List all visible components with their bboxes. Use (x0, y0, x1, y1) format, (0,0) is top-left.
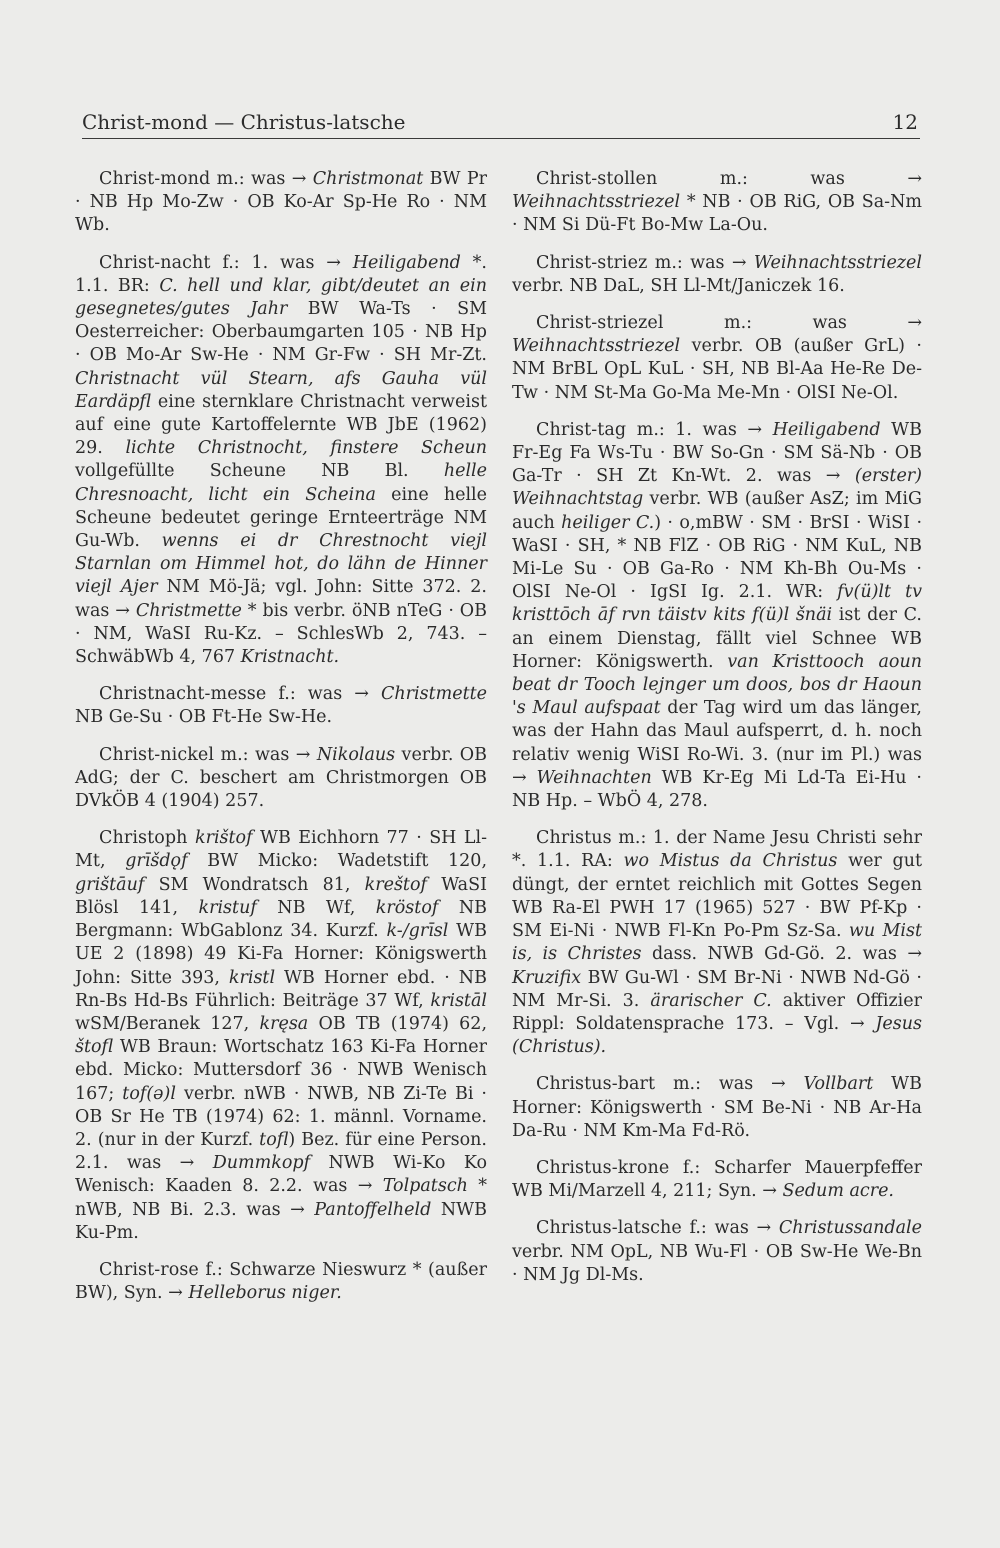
entry-headword: Christ-tag (536, 419, 627, 440)
entry-text: verbr. NB DaL, SH Ll-Mt/Janiczek 16. (512, 275, 845, 296)
dictionary-entry (512, 168, 922, 238)
entry-italic-text: Heiligabend (772, 419, 881, 440)
entry-text: m.: was → (655, 1074, 804, 1095)
entry-text: * bis verbr. öNB nTeG · OB · NM, WaSI Ru-Kz. – SchlesWb 2, 743. – SchwäbWb 4, 767 (75, 600, 487, 668)
entry-headword: Christ-stollen (536, 169, 658, 189)
entry-italic-text: Christmette (135, 600, 242, 621)
entry-text: WB Eichhorn 77 · SH Ll-Mt, (75, 828, 487, 872)
entry-italic-text: lichte Christnocht, finstere Scheun (125, 438, 487, 459)
entry-text: m.: 1. was → (626, 419, 773, 440)
dictionary-entry (75, 252, 487, 670)
entry-text: ) Bez. für eine Person. 2.1. was → (75, 1129, 487, 1174)
entry-text: * nWB, NB Bi. 2.3. was → (75, 1176, 487, 1220)
entry-italic-text: Tolpatsch (382, 1176, 468, 1197)
entry-text: NB Bergmann: WbGablonz 34. Kurzf. (75, 897, 487, 942)
entry-text: SM Wondratsch 81, (144, 874, 365, 895)
entry-italic-text: tof(ə)l (122, 1083, 176, 1104)
entry-italic-text: Vollbart (803, 1074, 874, 1095)
entry-italic-text: kristuf (198, 897, 257, 918)
entry-italic-text: wu Mist is, is Christes (512, 921, 923, 965)
entry-headword: Christus-latsche (536, 1218, 682, 1239)
entry-text: f.: Scharfer Mauerpfeffer WB Mi/Marzell 4, 211; Syn. → (512, 1157, 922, 1202)
entry-italic-text: Weihnachtsstriezel (512, 336, 681, 357)
page-number: 12 (892, 110, 918, 134)
dictionary-entry (512, 312, 922, 405)
entry-italic-text: Jesus (Christus). (512, 1013, 922, 1058)
entry-headword: Christus-bart (536, 1074, 656, 1095)
entry-text: aktiver Offizier Rippl: Soldatensprache 173. – Vgl. → (512, 990, 922, 1034)
entry-text: der Tag wird um das länger, was der Hahn das Maul aufsperrt, d. h. noch relativ wenig WiSI Ro-Wi. 3. (nur im Pl.) was → (512, 698, 922, 788)
entry-italic-text: Christussandale (778, 1218, 922, 1239)
entry-text: *. 1.1. BR: (75, 252, 487, 296)
entry-text: NWB Ku-Pm. (75, 1199, 487, 1243)
dictionary-entry (75, 827, 487, 1245)
running-head (82, 108, 920, 139)
entry-italic-text: Christmonat (312, 169, 424, 189)
entry-text: NB Wf, (256, 897, 376, 918)
entry-text: WB Braun: Wortschatz 163 Ki-Fa Horner ebd. Micko: Muttersdorf 36 · NWB Wenisch 167; (75, 1037, 487, 1104)
entry-italic-text: kristāl (430, 990, 487, 1011)
entry-text: m.: was → (210, 169, 313, 189)
dictionary-entry (75, 744, 487, 814)
entry-text: verbr. OB AdG; der C. beschert am Christmorgen OB DVkÖB 4 (1904) 257. (75, 744, 487, 812)
entry-italic-text: C. hell und klar, gibt/deutet an ein gesegnetes/gutes Jahr (75, 275, 488, 320)
entry-italic-text: Heiligabend (352, 252, 461, 273)
entry-text: verbr. nWB · NWB, NB Zi-Te Bi · OB Sr He TB (1974) 62: 1. männl. Vorname. 2. (nur in der Kurzf. (75, 1083, 487, 1150)
entry-text: WB Horner: Königswerth · SM Be-Ni · NB Ar-Ha Da-Ru · NM Km-Ma Fd-Rö. (512, 1074, 922, 1141)
entry-text: WB Fr-Eg Fa Ws-Tu · BW So-Gn · SM Sä-Nb · OB Ga-Tr · SH Zt Kn-Wt. 2. was → (512, 419, 922, 487)
entry-italic-text: Pantoffelheld (314, 1199, 432, 1220)
entry-text: * NB · OB RiG, OB Sa-Nm · NM Si Dü-Ft Bo-Mw La-Ou. (512, 192, 922, 236)
entry-text: ) · o,mBW · SM · BrSI · WiSI · WaSI · SH, * NB FlZ · OB RiG · NM KuL, NB Mi-Le Su · OB Ga-Ro · NM Kh-Bh Ou-Ms · OlSI Ne-Ol · IgSI Ig. 2.1. WR: (512, 512, 923, 603)
entry-text: verbr. OB (außer GrL) · NM BrBL OpL KuL · SH, NB Bl-Aa He-Re De-Tw · NM St-Ma Go-Ma Me-Mn · OlSI Ne-Ol. (512, 336, 922, 403)
entry-text: eine sternklare Christnacht verweist auf eine gute Kartoffelernte WB JbE (1962) 29. (75, 391, 487, 459)
dictionary-entry (512, 252, 922, 298)
entry-text: NM Mö-Jä; vgl. John: Sitte 372. 2. was → (75, 577, 487, 621)
entry-text: wSM/Beranek 127, (75, 1013, 260, 1034)
entry-text: ist der C. an einem Dienstag, fällt viel Schnee WB Horner: Königswerth. (512, 605, 922, 672)
entry-italic-text: Nikolaus (316, 744, 396, 765)
entry-italic-text: tofl (259, 1129, 289, 1150)
entry-text: f.: 1. was → (210, 252, 353, 273)
entry-text: WB Horner ebd. · NB Rn-Bs Hd-Bs Führlich: Beiträge 37 Wf, (75, 967, 487, 1011)
entry-italic-text: Kruzifix (512, 967, 582, 988)
entry-italic-text: Weihnachten (536, 767, 652, 788)
entry-text: f.: was → (681, 1218, 779, 1239)
entry-headword: Christ-nacht (99, 252, 211, 273)
entry-headword: Christus-krone (536, 1157, 670, 1178)
entry-text: vollgefüllte Scheune NB Bl. (75, 461, 444, 482)
entry-text: OB TB (1974) 62, (308, 1013, 488, 1034)
entry-text: m.: was → (657, 169, 922, 189)
entry-italic-text: Sedum acre. (782, 1181, 894, 1202)
entry-headword: Christ-striez (536, 252, 648, 273)
entry-text: eine helle Scheune bedeutet geringe Ernteerträge NM Gu-Wb. (75, 484, 487, 552)
entry-text: BW Gu-Wl · SM Br-Ni · NWB Nd-Gö · NM Mr-Si. 3. (512, 967, 922, 1011)
entry-text: wer gut düngt, der erntet reichlich mit Gottes Segen WB Ra-El PWH 17 (1965) 527 · BW Pf-Kp · SM Ei-Ni · NWB Fl-Kn Po-Pm Sz-Sa. (512, 851, 922, 942)
entry-italic-text: heiliger C. (561, 512, 655, 533)
entry-text: BW Wa-Ts · SM Oesterreicher: Oberbaumgarten 105 · NB Hp · OB Mo-Ar Sw-He · NM Gr-Fw · SH Mr-Zt. (75, 299, 487, 366)
dictionary-entry (512, 1073, 922, 1143)
entry-text: BW Pr · NB Hp Mo-Zw · OB Ko-Ar Sp-He Ro · NM Wb. (75, 169, 487, 236)
entry-headword: Christnacht-messe (99, 684, 267, 705)
dictionary-entry (512, 419, 922, 813)
entry-italic-text: wo Mistus da Christus (623, 851, 838, 872)
entry-headword: Christ-striezel (536, 313, 664, 334)
right-column (512, 168, 922, 1301)
entry-text (188, 828, 195, 848)
entry-italic-text: Kristnacht. (240, 647, 340, 668)
entry-italic-text: helle Chresnoacht, licht ein Scheina (75, 461, 487, 505)
entry-text: f.: Schwarze Nieswurz * (außer BW), Syn. → (75, 1259, 487, 1304)
running-head-title: Christ-mond — Christus-latsche (82, 110, 406, 134)
entry-italic-text: Weihnachtsstriezel (512, 192, 681, 213)
entry-italic-text: grīšdǫf (125, 851, 188, 872)
entry-italic-text: fv(ü)lt tv kristtōch āf rvn täistv kits f(ü)l šnäi (512, 582, 922, 626)
entry-text: NB Ge-Su · OB Ft-He Sw-He. (75, 707, 333, 728)
entry-italic-text: van Kristtooch aoun beat dr Tooch lejnger um doos, bos dr Haoun 's Maul aufspaat (512, 651, 923, 719)
dictionary-entry (75, 683, 487, 729)
entry-italic-text: ärarischer C. (650, 990, 772, 1011)
entry-text: NWB Wi-Ko Ko Wenisch: Kaaden 8. 2.2. was → (75, 1153, 487, 1197)
entry-italic-text: štofl (75, 1037, 114, 1058)
entry-text: dass. NWB Gd-Gö. 2. was → (641, 944, 922, 965)
entry-italic-text: kristl (228, 967, 276, 988)
entry-text: m.: was → (663, 313, 922, 334)
entry-italic-text: Christmette (380, 684, 487, 705)
dictionary-entry (75, 1259, 487, 1305)
entry-text: WB UE 2 (1898) 49 Ki-Fa Horner: Königswerth John: Sitte 393, (75, 921, 487, 988)
entry-text: m.: 1. der Name Jesu Christi sehr *. 1.1. RA: (512, 828, 922, 872)
dictionary-entry (75, 168, 487, 238)
entry-italic-text: (erster) Weihnachtstag (512, 466, 922, 510)
entry-text: verbr. WB (außer AsZ; im MiG auch (512, 489, 922, 533)
entry-italic-text: Weihnachtsstriezel (753, 252, 922, 273)
entry-italic-text: kręsa (259, 1013, 309, 1034)
entry-text: verbr. NM OpL, NB Wu-Fl · OB Sw-He We-Bn · NM Jg Dl-Ms. (512, 1241, 922, 1285)
entry-italic-text: grištāuf (75, 874, 145, 895)
entry-italic-text: wenns ei dr Chrestnocht viejl Starnlan om Himmel hot, do lähn de Hinner viejl Ajer (75, 531, 487, 598)
entry-headword: Christus (536, 828, 612, 849)
entry-headword: Christ-mond (99, 169, 211, 189)
entry-text: m.: was → (647, 252, 754, 273)
entry-text: WB Kr-Eg Mi Ld-Ta Ei-Hu · NB Hp. – WbÖ 4, 278. (512, 767, 922, 812)
entry-text: f.: was → (266, 684, 381, 705)
entry-text: BW Micko: Wadetstift 120, (187, 851, 488, 872)
entry-italic-text: Christnacht vül Stearn, afs Gauha vül Eardäpfl (75, 368, 487, 412)
entry-headword: Christ-nickel (99, 744, 215, 765)
dictionary-entry (512, 827, 922, 1059)
left-column (75, 168, 487, 1319)
entry-headword: Christoph (99, 828, 188, 849)
entry-headword: Christ-rose (99, 1259, 199, 1280)
entry-italic-text: kreštof (364, 874, 427, 895)
entry-text: m.: was → (214, 744, 317, 765)
entry-text: WaSI Blösl 141, (75, 874, 487, 918)
dictionary-entry (512, 1157, 922, 1203)
entry-italic-text: k-/grīsl (386, 921, 449, 942)
entry-italic-text: Helleborus niger. (188, 1283, 342, 1304)
entry-italic-text: krištof (194, 828, 253, 849)
entry-italic-text: kröstof (375, 897, 439, 918)
entry-italic-text: Dummkopf (212, 1153, 311, 1174)
dictionary-entry (512, 1217, 922, 1287)
